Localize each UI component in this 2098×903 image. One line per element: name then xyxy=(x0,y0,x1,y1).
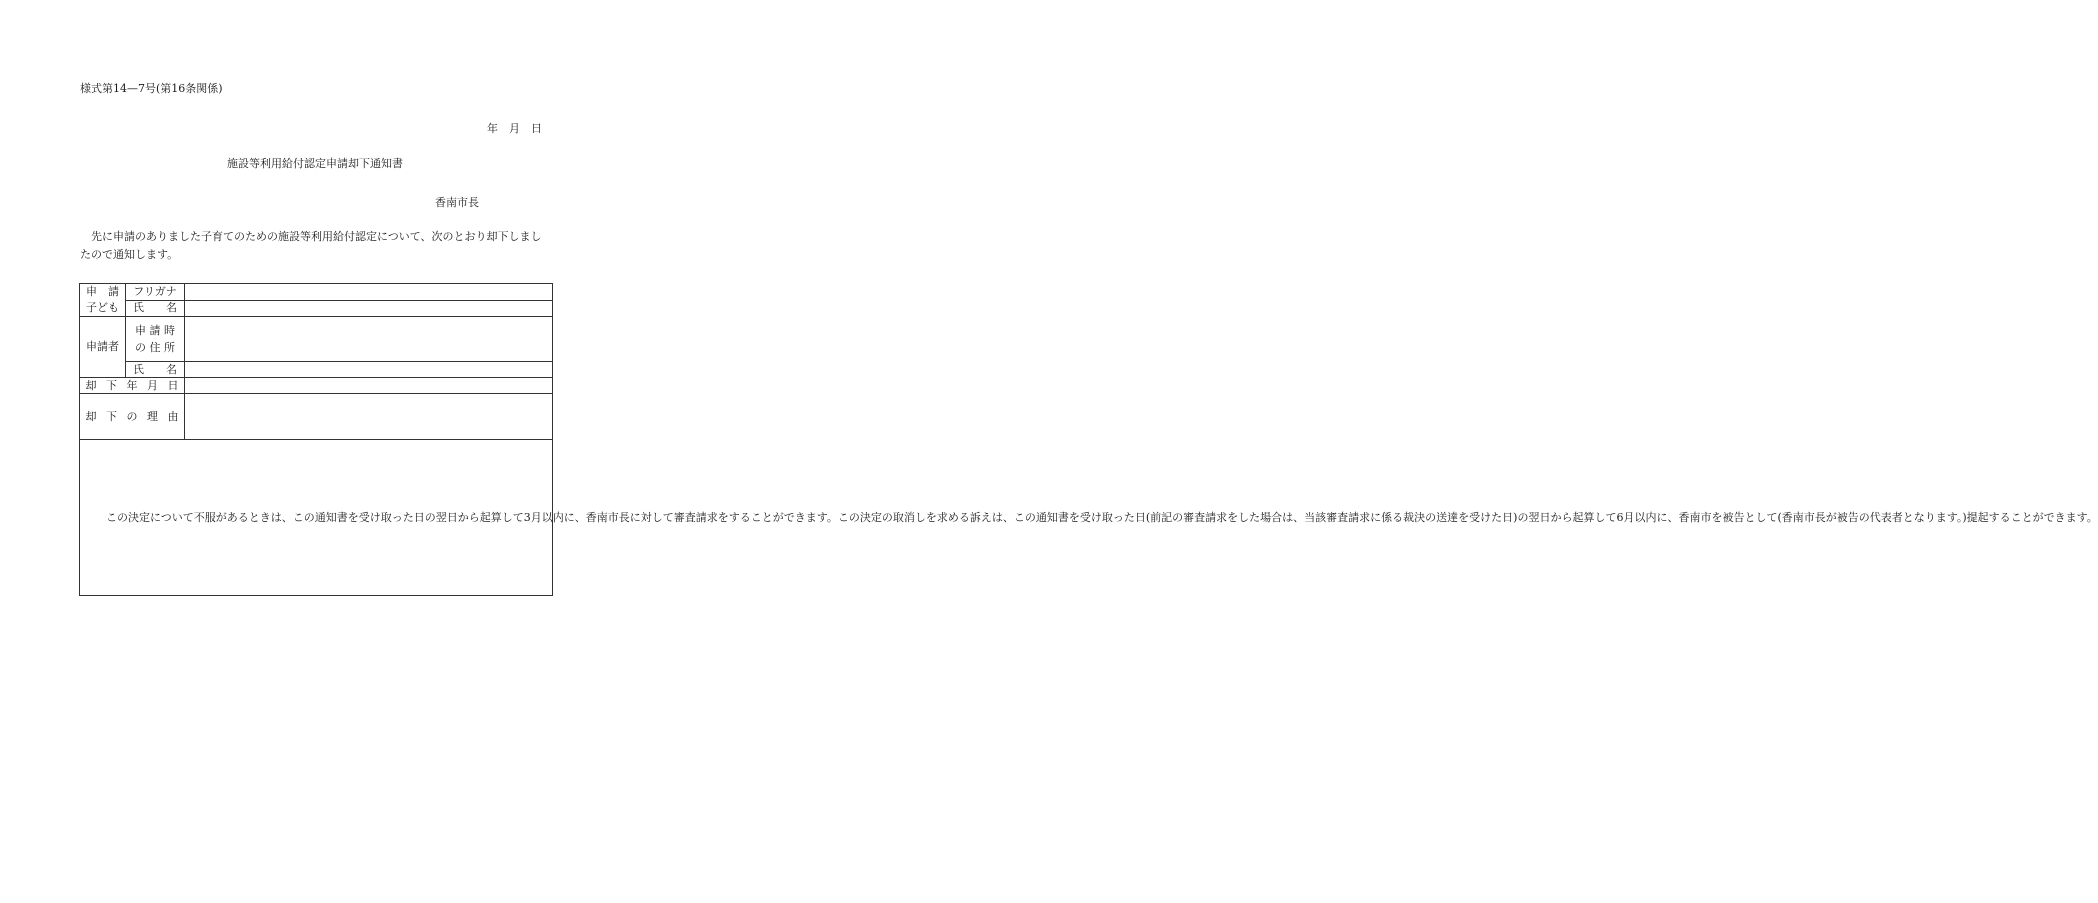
rejection-date-field[interactable] xyxy=(185,378,553,394)
form-number: 様式第14—7号(第16条関係) xyxy=(80,82,223,95)
intro-body: 先に申請のありました子育てのための施設等利用給付認定について、次のとおり却下しましたので通知します。 xyxy=(80,230,542,261)
address-label-line1: 申 請 時 xyxy=(135,324,175,337)
applicant-child-label xyxy=(80,284,126,317)
rejection-date-label: 却 下 年 月 日 xyxy=(80,378,185,394)
applicant-address-field[interactable] xyxy=(185,317,553,362)
child-name-field[interactable] xyxy=(185,300,553,317)
applicant-child-label-line1: 申 請 xyxy=(86,285,119,298)
intro-text xyxy=(80,228,550,264)
child-furigana-row xyxy=(80,284,553,301)
applicant-name-row xyxy=(80,362,553,378)
issue-date: 年 月 日 xyxy=(487,122,542,135)
address-label-line2: の 住 所 xyxy=(135,341,175,354)
applicant-child-label-line2: 子ども xyxy=(86,301,119,314)
notice-form-table xyxy=(79,283,2098,596)
address-label xyxy=(126,317,185,362)
rejection-date-row xyxy=(80,378,553,394)
appeal-notice xyxy=(80,440,2098,596)
applicant-label: 申請者 xyxy=(80,317,126,378)
furigana-label: フリガナ xyxy=(126,284,185,301)
issuer: 香南市長 xyxy=(435,196,479,209)
child-furigana-field[interactable] xyxy=(185,284,553,301)
applicant-name-field[interactable] xyxy=(185,362,553,378)
applicant-name-label: 氏 名 xyxy=(126,362,185,378)
document-title: 施設等利用給付認定申請却下通知書 xyxy=(227,157,403,170)
appeal-notice-row xyxy=(80,440,553,596)
rejection-reason-field[interactable] xyxy=(185,394,553,440)
appeal-notice-text: この決定について不服があるときは、この通知書を受け取った日の翌日から起算して3月以内に、香南市長に対して審査請求をすることができます。この決定の取消しを求める訴えは、この通知書を受け取った日(前記の審査請求をした場合は、当該審査請求に係る裁決の送達を受けた日)の翌日から起算して6月以内に、香南市を被告として(香南市長が被告の代表者となります。)提起することができます。 xyxy=(106,510,2098,524)
rejection-reason-label: 却 下 の 理 由 xyxy=(80,394,185,440)
child-name-label: 氏 名 xyxy=(126,300,185,317)
child-name-row xyxy=(80,300,553,317)
applicant-address-row xyxy=(80,317,553,362)
rejection-reason-row xyxy=(80,394,553,440)
